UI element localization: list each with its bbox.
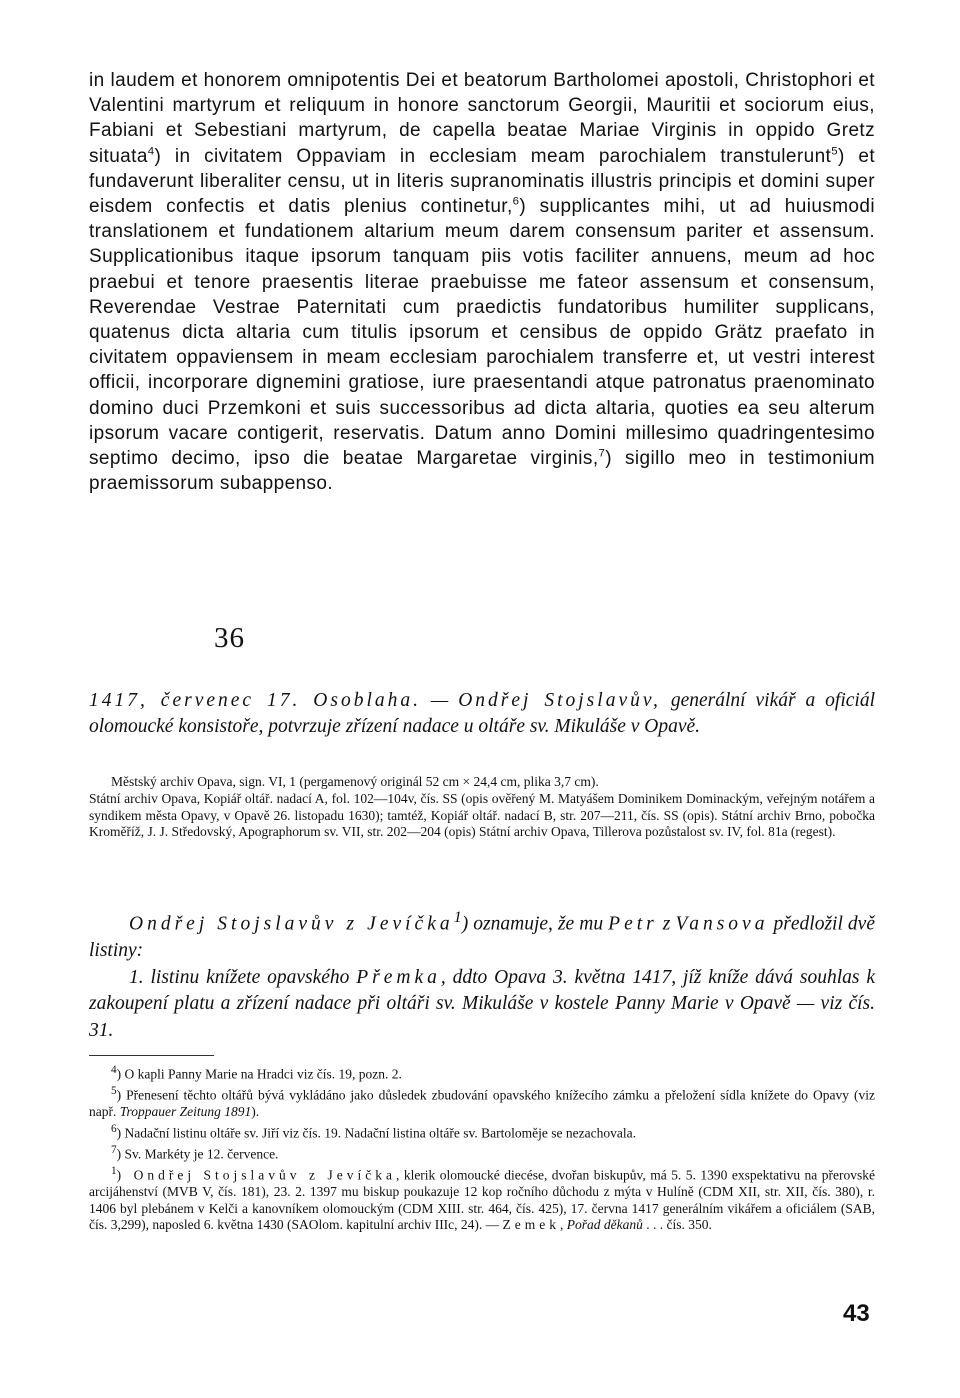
- footnote-text: ,: [560, 1217, 567, 1233]
- page-number: 43: [843, 1300, 870, 1327]
- footnote-text: , klerik olomoucké diecése, dvořan biskupův, má 5. 5. 1390 exspektativu na přerovské arcijáhenství (MVB V, čís. 181), 23. 2. 1397 mu biskup poukazuje 12 kop ročního důchodu z mýta v Hulíně (CDM XII, str. XII, čís. 380), r. 1406 byl plebánem v Kelči a kanovníkem olomouckým (CDM XIII. str. 464, čís. 425), 17. června 1417 generálním vikářem a oficiálem (SAB, čís. 3,299), naposled 6. května 1430 (SAOlom. kapitulní archiv IIIc, 24). —: [89, 1167, 875, 1233]
- summary-text: ) oznamuje, že mu: [461, 913, 609, 935]
- footnote-rule: [89, 1055, 214, 1056]
- footnote-mark: 4: [111, 1064, 117, 1076]
- footnote-citation: Troppauer Zeitung 1891: [119, 1104, 252, 1120]
- main-text-part: ) in civitatem Oppaviam in ecclesiam meam parochialem transtulerunt: [154, 145, 832, 167]
- document-number: 36: [214, 622, 245, 654]
- note-ref: 6: [512, 195, 520, 208]
- footnote: [89, 1142, 875, 1163]
- footnote-author: Zemek: [502, 1217, 561, 1233]
- footnote-text: ) O kapli Panny Marie na Hradci viz čís. 19, pozn. 2.: [116, 1066, 402, 1082]
- summary: [89, 904, 875, 1044]
- footnote: [89, 1062, 875, 1083]
- summary-text: 1. listinu knížete opavského: [129, 966, 357, 988]
- footnote-name: ) Ondřej Stojslavův z Jevíčka: [116, 1167, 396, 1183]
- note-ref: 4: [147, 145, 155, 158]
- note-ref: 5: [831, 145, 838, 158]
- regest-text: generální vikář a oficiál olomoucké konsistoře, potvrzuje zřízení nadace u oltáře sv. Mikuláše v Opavě.: [89, 690, 875, 737]
- archival-sources: [89, 774, 875, 841]
- main-text-part: in laudem et honorem omnipotentis Dei et beatorum Bartholomei apostoli, Christophori et Valentini martyrum et reliquum in honore sanctorum Georgii, Mauritii et sociorum eius, Fabiani et Sebestiani martyrum, de capella beatae Mariae Virginis in oppido Gretz situata: [89, 70, 875, 167]
- footnote-mark: 1: [111, 1164, 117, 1177]
- source-line: Městský archiv Opava, sign. VI, 1 (pergamenový originál 52 cm × 24,4 cm, plika 3,7 cm).: [111, 774, 599, 789]
- summary-name: Ondřej Stojslavův z Jevíčka: [129, 913, 454, 935]
- summary-text: předložil dvě listiny:: [89, 913, 875, 961]
- footnotes: [89, 1062, 875, 1234]
- summary-paragraph: [89, 904, 875, 965]
- main-text-part: ) supplicantes mihi, ut ad huiusmodi translationem et fundationem altarium meum darem consensum pariter et assensum. Supplicationibus itaque ipsorum tanquam piis votis faciliter annuens, meum ad hoc praebui et tenore praesentis literae praebuisse me fateor assensum et consensum, Reverendae Vestrae Paternitati cum praedictis fundatoribus humiliter supplicans, quatenus dicta altaria cum titulis ipsorum et censibus de oppido Grätz praefato in civitatem oppaviensem in meam ecclesiam parochialem transferre et, ut vestri interest officii, incorporare dignemini gratiose, iure praesentandi atque patronatus praenominato domino duci Przemkoni et suis successoribus ad dicta altaria, quoties ea seu alterum ipsorum vacare contigerit, reservatis. Datum anno Domini millesimo quadringentesimo septimo decimo, ipso die beatae Margaretae virginis,: [89, 196, 875, 470]
- note-ref: 1: [453, 908, 462, 926]
- regest-author: Ondřej Stojslavův,: [458, 690, 661, 711]
- main-text-part: ) sigillo meo in testimonium praemissorum subappenso.: [89, 448, 875, 495]
- footnote: [89, 1121, 875, 1142]
- main-text: [89, 68, 875, 496]
- summary-name: Vansova: [675, 913, 769, 935]
- page-body: [89, 68, 875, 496]
- footnote: [89, 1163, 875, 1234]
- footnote-text: ) Přenesení těchto oltářů bývá vykládáno jako důsledek zbudování opavského knížecího zámku a přeložení sídla knížete do Opavy (viz např.: [89, 1087, 875, 1120]
- source-line: Státní archiv Opava, Kopiář oltář. nadací A, fol. 102—104v, čís. SS (opis ověřený M. Matyášem Dominikem Dominackým, veřejným notářem a syndikem města Opavy, v Opavě 26. listopadu 1630); tamtéž, Kopiář oltář. nadací B, str. 207—211, čís. SS (opis). Státní archiv Brno, pobočka Kroměříž, J. J. Středovský, Apographorum sv. VII, str. 202—204 (opis) Státní archiv Opava, Tillerova pozůstalost sv. IV, fol. 81a (regest).: [89, 790, 875, 840]
- main-text-part: ) et fundaverunt liberaliter censu, ut in literis supranominatis illustris principis et domini super eisdem confectis et datis plenius continetur,: [89, 145, 875, 218]
- footnote: [89, 1083, 875, 1121]
- footnote-mark: 5: [111, 1085, 117, 1098]
- summary-name: Petr: [608, 913, 658, 935]
- footnote-mark: 7: [111, 1143, 117, 1156]
- footnote-mark: 6: [111, 1122, 117, 1135]
- footnote-citation: Pořad děkanů: [566, 1217, 643, 1233]
- summary-name: Přemka: [356, 966, 441, 988]
- footnote-text: ) Sv. Markéty je 12. července.: [116, 1146, 279, 1162]
- regest-dash: —: [421, 690, 459, 711]
- summary-text: z: [657, 913, 676, 935]
- footnote-text: . . . čís. 350.: [642, 1217, 712, 1233]
- note-ref: 7: [598, 447, 606, 460]
- summary-text: , ddto Opava 3. května 1417, jíž kníže dává souhlas k zakoupení platu a zřízení nadace při oltáři sv. Mikuláše v kostele Panny Marie v Opavě — viz čís. 31.: [89, 966, 876, 1041]
- regest-date-place: 1417, červenec 17. Osoblaha.: [89, 690, 421, 711]
- summary-paragraph: [89, 965, 875, 1045]
- footnote-text: ).: [251, 1104, 260, 1120]
- regest-heading: [89, 688, 875, 740]
- footnote-text: ) Nadační listinu oltáře sv. Jiří viz čís. 19. Nadační listina oltáře sv. Bartoloměje se nezachovala.: [116, 1125, 636, 1141]
